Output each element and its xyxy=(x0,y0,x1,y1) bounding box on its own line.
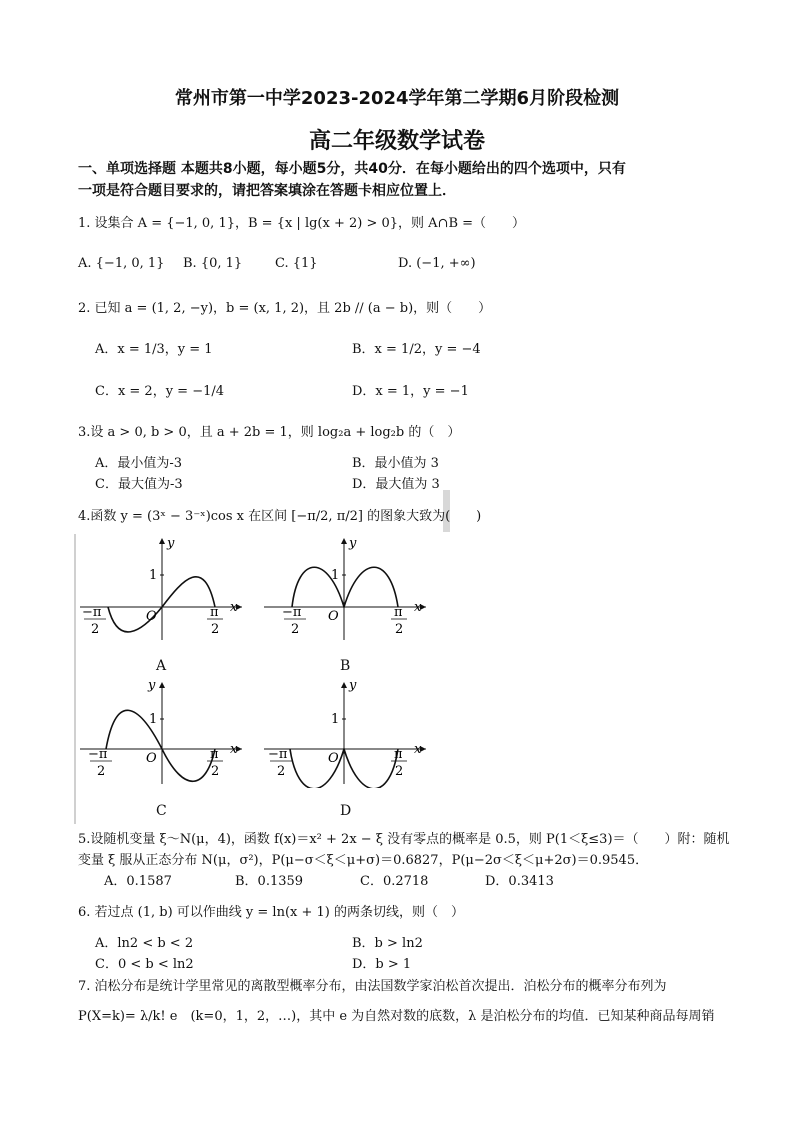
origin-label: O xyxy=(328,609,339,624)
section-heading-line2: 一项是符合题目要求的，请把答案填涂在答题卡相应位置上． xyxy=(78,183,456,199)
q2-option-b: B．x = 1/2，y = −4 xyxy=(352,342,481,357)
neg-pi-label: −π xyxy=(268,747,288,762)
q5-option-a: A．0.1587 xyxy=(104,874,172,889)
q3-option-c: C．最大值为-3 xyxy=(95,477,183,492)
axis-y-label: y xyxy=(167,536,175,551)
q6-option-d: D．b > 1 xyxy=(352,957,412,972)
tick-one-label: 1 xyxy=(149,568,158,583)
graph-a xyxy=(78,534,248,644)
pos-pi-label: π xyxy=(394,747,403,762)
q6-option-a: A．ln2 < b < 2 xyxy=(95,936,194,951)
neg-pi-label: −π xyxy=(88,747,108,762)
q7-stem-line1: 7. 泊松分布是统计学里常见的离散型概率分布，由法国数学家泊松首次提出．泊松分布的概率分布列为 xyxy=(78,979,667,994)
exam-subtitle: 高二年级数学试卷 xyxy=(308,129,485,154)
graph-b xyxy=(262,534,432,644)
q2-option-d: D．x = 1，y = −1 xyxy=(352,384,469,399)
neg-pi-label: −π xyxy=(282,605,302,620)
y-arrow xyxy=(159,682,165,688)
axis-x-label: x xyxy=(414,742,422,757)
q5-stem-line2: 变量 ξ 服从正态分布 N(μ，σ²)，P(μ−σ＜ξ＜μ+σ)＝0.6827，P(μ−2σ＜ξ＜μ+2σ)＝0.9545． xyxy=(78,853,649,868)
q3-stem: 3.设 a > 0, b > 0，且 a + 2b = 1，则 log₂a + log₂b 的（ ） xyxy=(78,425,461,440)
neg-den-label: 2 xyxy=(277,764,286,779)
q6-stem: 6. 若过点 (1, b) 可以作曲线 y = ln(x + 1) 的两条切线，则（ ） xyxy=(78,905,465,920)
q2-stem: 2. 已知 a = (1, 2, −y)，b = (x, 1, 2)，且 2b // (a − b)，则（ ） xyxy=(78,301,492,316)
y-arrow xyxy=(159,538,165,544)
origin-label: O xyxy=(146,609,157,624)
axis-x-label: x xyxy=(414,600,422,615)
neg-den-label: 2 xyxy=(91,622,100,637)
exam-title: 常州市第一中学2023-2024学年第二学期6月阶段检测 xyxy=(174,88,620,109)
q6-option-c: C．0 < b < ln2 xyxy=(95,957,194,972)
q2-option-a: A．x = 1/3，y = 1 xyxy=(95,342,213,357)
pos-pi-label: π xyxy=(210,747,219,762)
q5-stem-line1: 5.设随机变量 ξ～N(μ，4)，函数 f(x)＝x² + 2x − ξ 没有零点的概率是 0.5，则 P(1＜ξ≤3)＝（ ）附：随机 xyxy=(78,832,730,847)
q5-option-c: C．0.2718 xyxy=(360,874,429,889)
q1-option-c: C. {1} xyxy=(275,256,318,271)
q1-stem: 1. 设集合 A = {−1, 0, 1}，B = {x | lg(x + 2) > 0}，则 A∩B =（ ） xyxy=(78,216,526,231)
q1-option-b: B. {0, 1} xyxy=(183,256,243,271)
origin-label: O xyxy=(146,751,157,766)
tick-one-label: 1 xyxy=(331,568,340,583)
graph-b-label: B xyxy=(340,658,351,674)
pos-den-label: 2 xyxy=(395,622,404,637)
q3-option-b: B．最小值为 3 xyxy=(352,456,439,471)
y-arrow xyxy=(341,682,347,688)
y-arrow xyxy=(341,538,347,544)
q3-option-d: D．最大值为 3 xyxy=(352,477,440,492)
tick-one-label: 1 xyxy=(149,712,158,727)
q1-option-a: A. {−1, 0, 1} xyxy=(78,256,165,271)
graph-d xyxy=(262,678,432,788)
curve-b xyxy=(292,567,398,607)
graph-c xyxy=(78,678,248,788)
axis-x-label: x xyxy=(230,600,238,615)
axis-y-label: y xyxy=(349,536,357,551)
scan-artifact-left xyxy=(74,534,76,824)
q6-option-b: B．b > ln2 xyxy=(352,936,423,951)
q4-stem: 4.函数 y = (3ˣ − 3⁻ˣ)cos x 在区间 [−π/2, π/2] 的图象大致为( ) xyxy=(78,509,482,524)
curve-c xyxy=(106,710,215,781)
axis-y-label: y xyxy=(349,678,357,693)
graph-a-label: A xyxy=(156,658,167,674)
pos-den-label: 2 xyxy=(211,622,220,637)
axis-y-label: y xyxy=(148,678,156,693)
q1-option-d: D. (−1, +∞) xyxy=(398,256,476,271)
q7-stem-line2: P(X=k)= λ/k! e (k=0，1，2，…)，其中 e 为自然对数的底数，λ 是泊松分布的均值．已知某种商品每周销 xyxy=(78,1009,715,1024)
q5-option-d: D．0.3413 xyxy=(485,874,554,889)
q3-option-a: A．最小值为-3 xyxy=(95,456,183,471)
pos-pi-label: π xyxy=(210,605,219,620)
q2-option-c: C．x = 2，y = −1/4 xyxy=(95,384,225,399)
origin-label: O xyxy=(328,751,339,766)
pos-den-label: 2 xyxy=(395,764,404,779)
neg-pi-label: −π xyxy=(82,605,102,620)
axis-x-label: x xyxy=(230,742,238,757)
graph-c-label: C xyxy=(156,803,167,819)
section-heading xyxy=(78,158,728,202)
section-heading-line1: 一、单项选择题 本题共8小题，每小题5分，共40分．在每小题给出的四个选项中，只有 xyxy=(78,161,626,177)
pos-den-label: 2 xyxy=(211,764,220,779)
pos-pi-label: π xyxy=(394,605,403,620)
graph-d-label: D xyxy=(340,803,352,819)
q5-option-b: B．0.1359 xyxy=(235,874,304,889)
neg-den-label: 2 xyxy=(97,764,106,779)
neg-den-label: 2 xyxy=(291,622,300,637)
tick-one-label: 1 xyxy=(331,712,340,727)
